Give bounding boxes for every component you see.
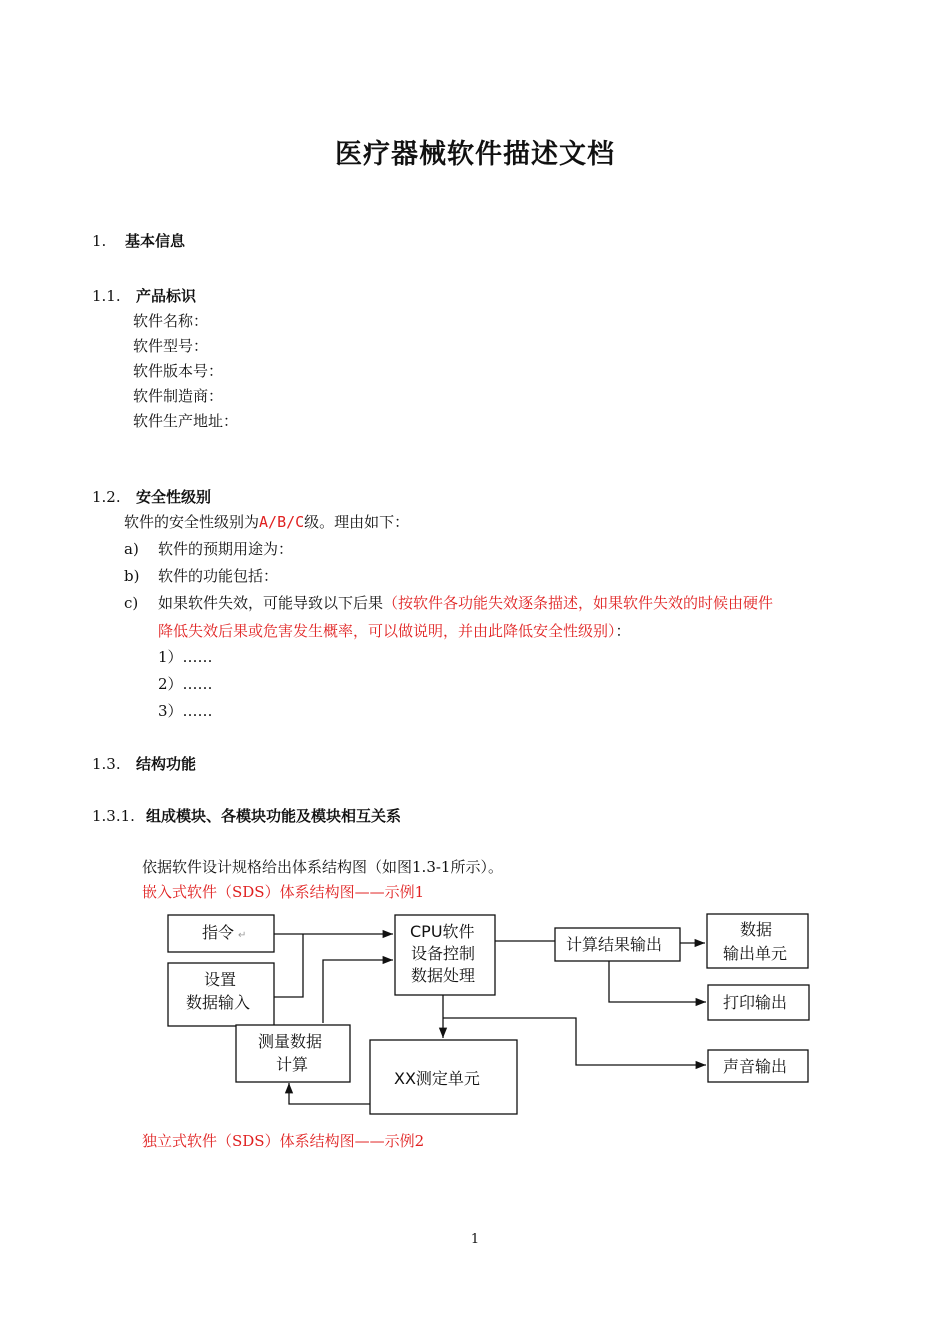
box-measure-line1: 测量数据 bbox=[258, 1032, 323, 1051]
safety-intro-tail: 级。理由如下： bbox=[304, 513, 410, 531]
sub-item-2: 2）…… bbox=[158, 675, 213, 693]
box-settings-input bbox=[168, 963, 274, 1026]
architecture-intro: 依据软件设计规格给出体系结构图（如图1.3-1所示）。 bbox=[142, 858, 503, 876]
section-1-heading bbox=[92, 230, 185, 251]
box-measure-calc bbox=[236, 1025, 350, 1082]
section-1-3-1-heading bbox=[92, 805, 401, 826]
field-software-name: 软件名称： bbox=[133, 312, 209, 330]
section-1-3-1-title: 组成模块、各模块功能及模块相互关系 bbox=[146, 807, 402, 825]
list-text-c-note-line2: 降低失效后果或危害发生概率，可以做说明，并由此降低安全性级别） bbox=[158, 622, 616, 640]
example-2-caption: 独立式软件（SDS）体系结构图——示例2 bbox=[142, 1132, 425, 1150]
box-settings-line2: 数据输入 bbox=[186, 993, 251, 1012]
list-marker-a: a) bbox=[124, 540, 139, 558]
list-text-a: 软件的预期用途为： bbox=[158, 540, 294, 558]
line-settings-to-cpu bbox=[274, 934, 303, 997]
section-1-3-title: 结构功能 bbox=[136, 755, 197, 773]
sub-item-3: 3）…… bbox=[158, 702, 213, 720]
box-sound-output bbox=[708, 1050, 808, 1082]
list-marker-b: b) bbox=[124, 567, 140, 585]
list-item-c bbox=[124, 592, 773, 613]
box-command bbox=[168, 915, 274, 952]
box-sound-output-label: 声音输出 bbox=[723, 1057, 788, 1076]
field-software-manufacturer: 软件制造商： bbox=[133, 387, 224, 405]
box-data-output-unit bbox=[707, 914, 808, 968]
section-1-3-1-number: 1.3.1. bbox=[92, 807, 135, 825]
box-cpu-line2: 设备控制 bbox=[411, 944, 476, 963]
page-number: 1 bbox=[470, 1232, 480, 1247]
box-command-label: 指令 bbox=[202, 923, 235, 942]
arrow-measure-to-cpu bbox=[323, 960, 393, 1023]
box-cpu-line1: CPU软件 bbox=[410, 922, 475, 941]
return-mark: ↵ bbox=[238, 930, 247, 941]
list-text-c-tail: ： bbox=[615, 622, 631, 640]
box-xx-unit-label: XX测定单元 bbox=[394, 1069, 480, 1088]
document-title: 医疗器械软件描述文档 bbox=[335, 139, 615, 170]
section-1-2-number: 1.2. bbox=[92, 488, 121, 506]
sub-item-1: 1）…… bbox=[158, 648, 213, 666]
list-item-a bbox=[124, 538, 293, 559]
list-marker-c: c) bbox=[124, 594, 139, 612]
box-print-output bbox=[708, 985, 809, 1020]
section-1-3-heading bbox=[92, 753, 196, 774]
architecture-diagram bbox=[160, 905, 820, 1120]
section-1-1-title: 产品标识 bbox=[136, 287, 197, 305]
section-1-1-number: 1.1. bbox=[92, 287, 121, 305]
section-1-2-heading bbox=[92, 486, 211, 507]
field-software-model: 软件型号： bbox=[133, 337, 209, 355]
arrow-xx-unit-to-measure bbox=[289, 1083, 370, 1104]
section-1-title: 基本信息 bbox=[125, 232, 186, 250]
box-cpu-software bbox=[395, 915, 495, 995]
box-cpu-line3: 数据处理 bbox=[411, 966, 476, 985]
list-text-b: 软件的功能包括： bbox=[158, 567, 279, 585]
box-settings-line1: 设置 bbox=[204, 970, 237, 989]
box-calc-output-label: 计算结果输出 bbox=[566, 935, 663, 954]
section-1-2-title: 安全性级别 bbox=[136, 488, 212, 506]
field-software-version: 软件版本号： bbox=[133, 362, 224, 380]
box-calc-output bbox=[555, 928, 680, 961]
example-1-caption: 嵌入式软件（SDS）体系结构图——示例1 bbox=[142, 883, 425, 901]
box-xx-measure-unit bbox=[370, 1040, 517, 1114]
list-text-c: 如果软件失效，可能导致以下后果 bbox=[158, 594, 384, 612]
field-production-address: 软件生产地址： bbox=[133, 412, 239, 430]
box-data-unit-line2: 输出单元 bbox=[723, 944, 788, 963]
arrow-calc-to-print bbox=[609, 961, 706, 1002]
safety-level-statement bbox=[124, 511, 409, 532]
section-1-3-number: 1.3. bbox=[92, 755, 121, 773]
section-1-number: 1. bbox=[92, 232, 107, 250]
list-item-c-continuation bbox=[158, 620, 631, 641]
box-measure-line2: 计算 bbox=[276, 1055, 309, 1074]
box-data-unit-line1: 数据 bbox=[740, 920, 773, 939]
box-print-output-label: 打印输出 bbox=[723, 993, 788, 1012]
safety-level-value: A/B/C bbox=[259, 513, 305, 531]
list-item-b bbox=[124, 565, 278, 586]
section-1-1-heading bbox=[92, 285, 196, 306]
list-text-c-note-line1: （按软件各功能失效逐条描述，如果软件失效的时候由硬件 bbox=[383, 594, 774, 612]
safety-intro-text: 软件的安全性级别为 bbox=[124, 513, 260, 531]
